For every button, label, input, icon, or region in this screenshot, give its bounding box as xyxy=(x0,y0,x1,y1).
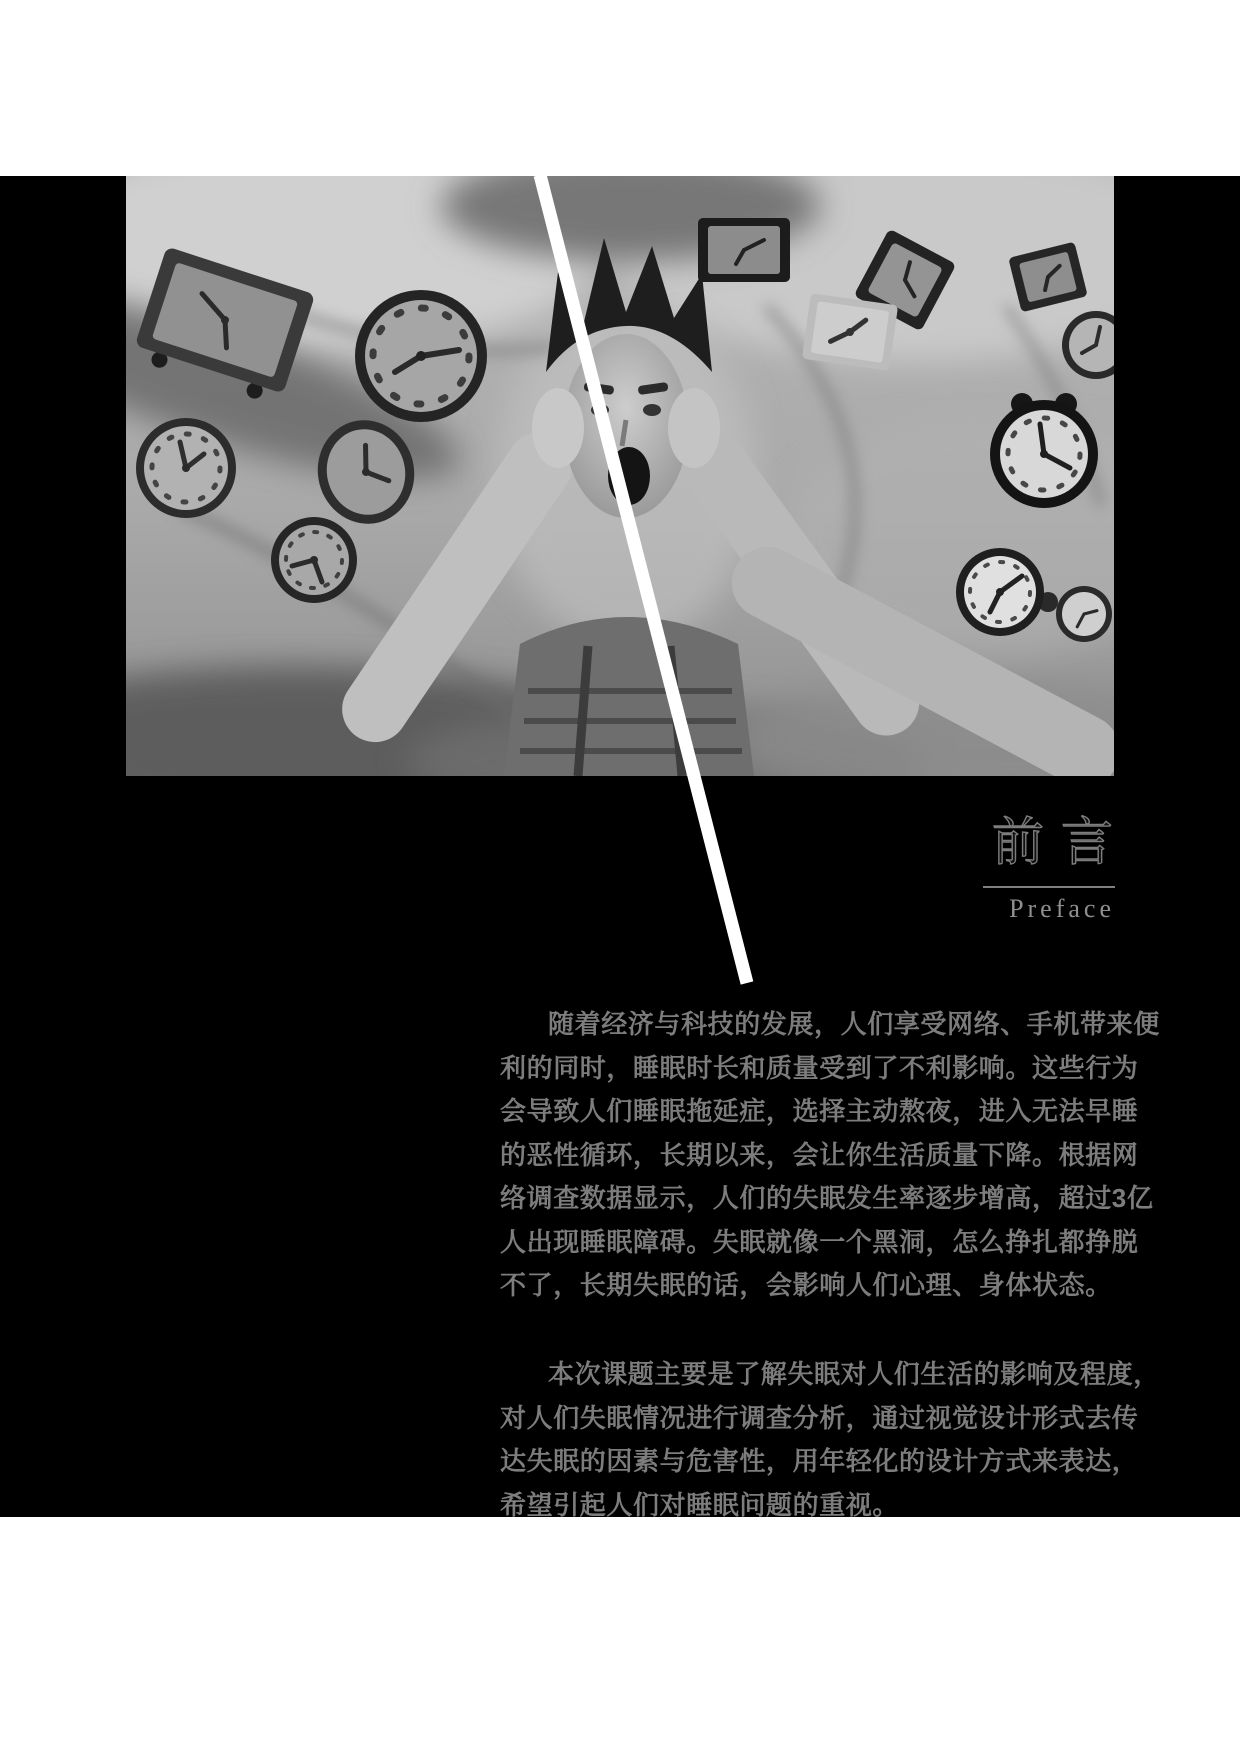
page-title-en: Preface xyxy=(1009,894,1115,923)
right-hand xyxy=(668,388,720,468)
paragraph-line: 对人们失眠情况进行调查分析，通过视觉设计形式去传 xyxy=(500,1402,1139,1433)
screaming-mouth xyxy=(608,447,650,505)
alarm-clock xyxy=(802,293,898,371)
paragraph-line: 络调查数据显示，人们的失眠发生率逐步增高，超过3亿 xyxy=(500,1183,1154,1213)
paragraph-line: 利的同时，睡眠时长和质量受到了不利影响。这些行为 xyxy=(500,1052,1139,1083)
paragraph-line: 人出现睡眠障碍。失眠就像一个黑洞，怎么挣扎都挣脱 xyxy=(500,1226,1139,1257)
paragraph-line: 会导致人们睡眠拖延症，选择主动熬夜，进入无法早睡 xyxy=(500,1096,1139,1126)
paragraph-line: 的恶性循环，长期以来，会让你生活质量下降。根据网 xyxy=(500,1139,1139,1170)
page-title-zh: 前 言 xyxy=(991,815,1115,872)
paragraph-line: 随着经济与科技的发展，人们享受网络、手机带来便 xyxy=(548,1009,1160,1039)
paragraph-line: 达失眠的因素与危害性，用年轻化的设计方式来表达， xyxy=(500,1446,1139,1476)
alarm-clock xyxy=(355,290,487,422)
alarm-clock xyxy=(136,418,236,518)
paragraph-line: 本次课题主要是了解失眠对人们生活的影响及程度， xyxy=(548,1359,1160,1389)
hero-photo xyxy=(126,176,1114,776)
black-panel xyxy=(0,176,1240,1517)
preface-paragraph-2 xyxy=(500,1353,1160,1517)
title-divider xyxy=(983,886,1115,888)
paragraph-line: 不了，长期失眠的话，会影响人们心理、身体状态。 xyxy=(500,1270,1112,1300)
left-hand xyxy=(532,388,584,468)
insomnia-photo-illustration xyxy=(126,176,1114,776)
alarm-clock xyxy=(271,517,357,603)
paragraph-line: 希望引起人们对睡眠问题的重视。 xyxy=(500,1489,900,1517)
alarm-clock xyxy=(698,218,790,282)
preface-paragraph-1 xyxy=(500,1003,1160,1308)
